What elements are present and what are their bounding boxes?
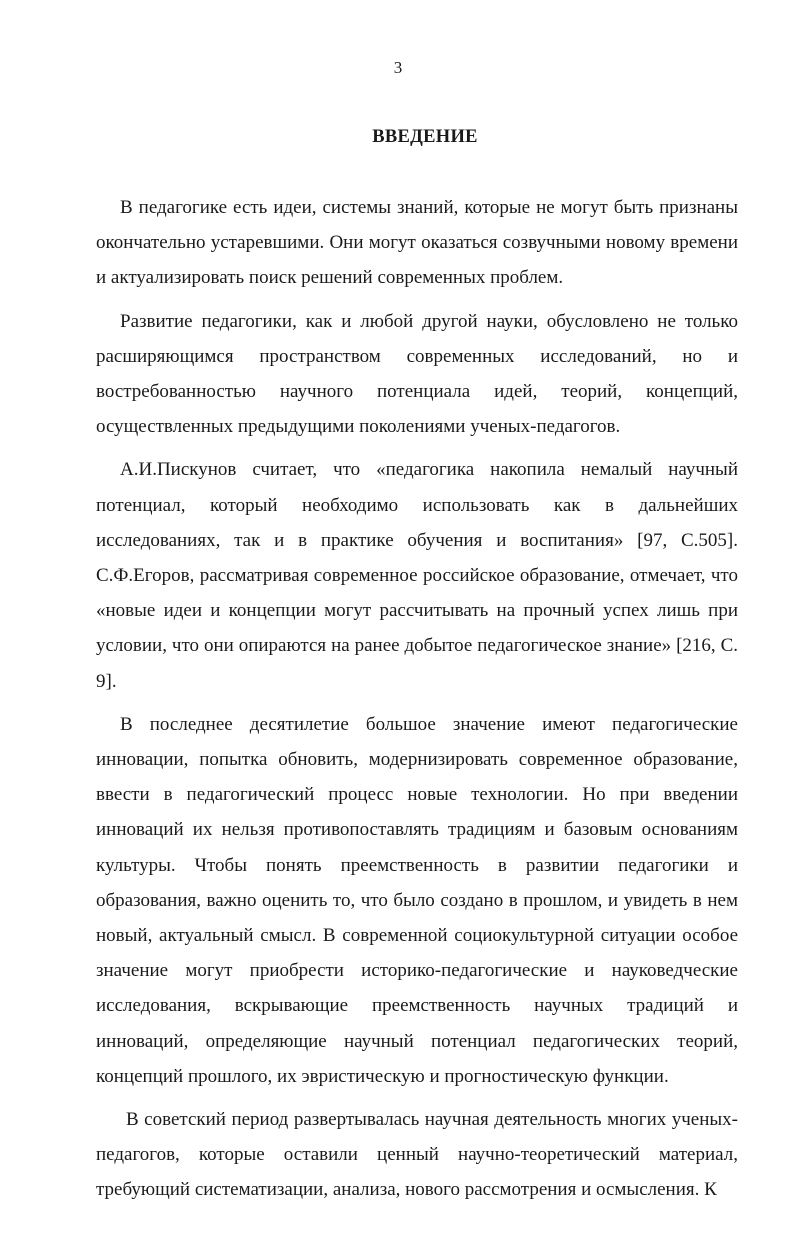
page-number: 3 [393,58,403,77]
section-heading: ВВЕДЕНИЕ [372,127,478,147]
paragraph: В последнее десятилетие большое значение имеют педагогические инновации, попытка обновить, модернизировать современное образование, ввести в педагогический процесс новые технологии. Но при введении инноваций их нельзя противопоставлять традициям и базовым основаниям культуры. Чтобы понять преемственность в развитии педагогики и образования, важно оценить то, что было создано в прошлом, и увидеть в нем новый, актуальный смысл. В современной социокультурной ситуации особое значение могут приобрести историко-педагогические и науковедческие исследования, вскрывающие преемственность научных традиций и инноваций, определяющие научный потенциал педагогических теорий, концепций прошлого, их эвристическую и прогностическую функции. [96,713,738,1087]
paragraph: В советский период развертывалась научная деятельность многих ученых-педагогов, которые оставили ценный научно-теоретический материал, требующий систематизации, анализа, нового рассмотрения и осмысления. К [96,1109,738,1201]
paragraph: В педагогике есть идеи, системы знаний, которые не могут быть признаны окончательно устаревшими. Они могут оказаться созвучными новому времени и актуализировать поиск решений современных проблем. [96,197,738,289]
paragraph: Развитие педагогики, как и любой другой науки, обусловлено не только расширяющимся пространством современных исследований, но и востребованностью научного потенциала идей, теорий, концепций, осуществленных предыдущими поколениями ученых-педагогов. [96,310,738,438]
paragraph: А.И.Пискунов считает, что «педагогика накопила немалый научный потенциал, который необходимо использовать как в дальнейших исследованиях, так и в практике обучения и воспитания» [97, С.505]. С.Ф.Егоров, рассматривая современное российское образование, отмечает, что «новые идеи и концепции могут рассчитывать на прочный успех лишь при условии, что они опираются на ранее добытое педагогическое знание» [216, С. 9]. [96,459,738,692]
body-text [96,190,738,1216]
